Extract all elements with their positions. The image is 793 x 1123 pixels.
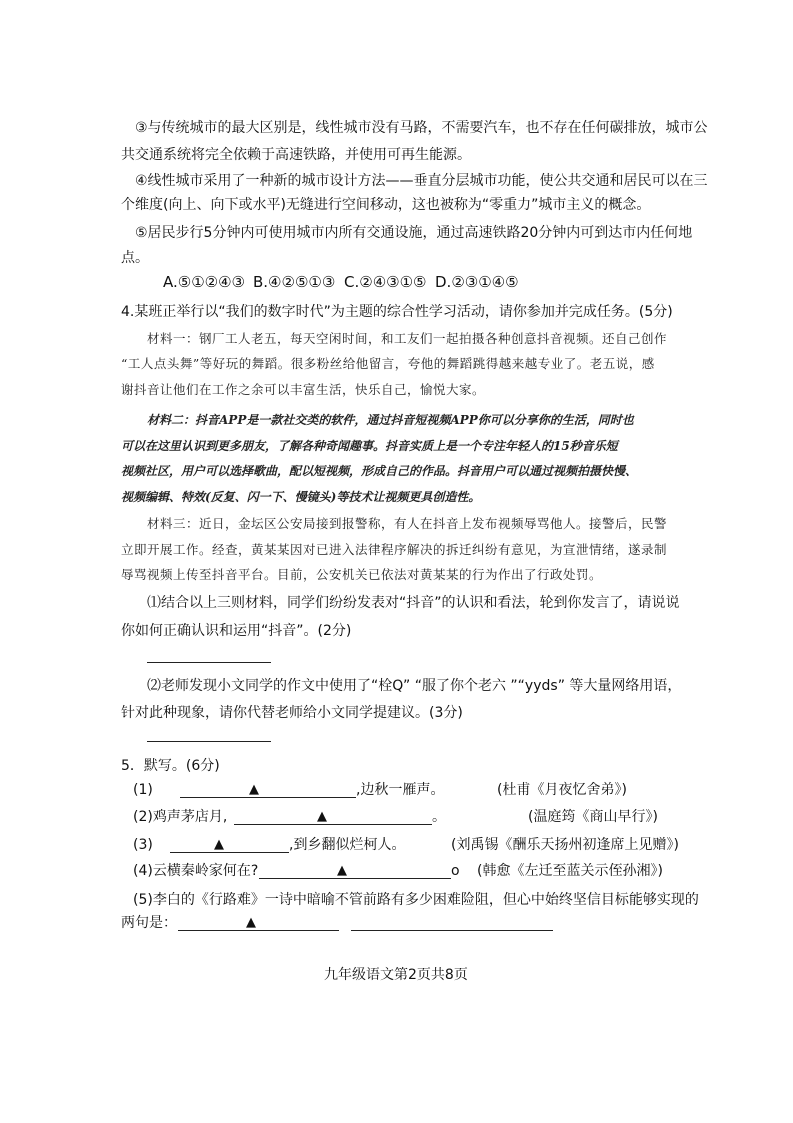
item-5-line-1: (5)李白的《行路难》一诗中暗喻不管前路有多少困难险阻，但心中始终坚信目标能够实现的 <box>133 892 699 908</box>
blank-2[interactable] <box>234 824 432 825</box>
triangle-marker-1: ▲ <box>249 782 259 797</box>
blank-4[interactable] <box>259 878 451 879</box>
item-3-source: (刘禹锡《酬乐天扬州初逢席上见赠》) <box>451 837 679 853</box>
paragraph-4-line-2: 个维度(向上、向下或水平)无缝进行空间移动，这也被称为“零重力”城市主义的概念。 <box>121 197 651 213</box>
paragraph-3-line-1: ③与传统城市的最大区别是，线性城市没有马路，不需要汽车，也不存在任何碳排放，城市公 <box>135 120 708 136</box>
material-1-line-1: 材料一：钢厂工人老五，每天空闲时间，和工友们一起拍摄各种创意抖音视频。还自己创作 <box>147 331 668 346</box>
item-2-text-after: 。 <box>432 809 446 825</box>
item-2-text-before: (2)鸡声茅店月, <box>133 809 228 825</box>
option-b: B.④②⑤①③ <box>253 273 336 291</box>
option-a: A.⑤①②④③ <box>163 273 246 291</box>
triangle-marker-2: ▲ <box>317 809 327 824</box>
paragraph-4-line-1: ④线性城市采用了一种新的城市设计方法——垂直分层城市功能，使公共交通和居民可以在三 <box>135 173 708 189</box>
page-footer: 九年级语文第2页共8页 <box>324 967 468 983</box>
answer-line-2[interactable] <box>147 741 271 742</box>
q5-stem: 5．默写。(6分) <box>121 758 220 774</box>
triangle-marker-4: ▲ <box>337 863 347 878</box>
option-c: C.②④③①⑤ <box>344 273 427 291</box>
item-4-source: (韩愈《左迁至蓝关示侄孙湘》) <box>477 863 663 879</box>
subquestion-1-line-2: 你如何正确认识和运用“抖音”。(2分) <box>121 623 352 639</box>
item-4-text-after: o <box>451 863 460 879</box>
blank-1[interactable] <box>180 797 356 798</box>
item-1-number: (1) <box>133 782 153 798</box>
material-3-line-3: 辱骂视频上传至抖音平台。目前，公安机关已依法对黄某某的行为作出了行政处罚。 <box>121 567 603 582</box>
item-1-text: ,边秋一雁声。 <box>356 782 445 798</box>
item-2-source: (温庭筠《商山早行》) <box>528 809 658 825</box>
item-4-text-before: (4)云横秦岭家何在? <box>133 863 259 879</box>
blank-5a[interactable] <box>178 930 339 931</box>
subquestion-2-line-2: 针对此种现象，请你代替老师给小文同学提建议。(3分) <box>121 705 463 721</box>
material-3-line-2: 立即开展工作。经查，黄某某因对已进入法律程序解决的拆迁纠纷有意见，为宣泄情绪，遂录制 <box>121 542 668 557</box>
subquestion-1-line-1: ⑴结合以上三则材料，同学们纷纷发表对“抖音”的认识和看法，轮到你发言了，请说说 <box>147 595 680 611</box>
answer-line-1[interactable] <box>147 662 271 663</box>
item-1-source: (杜甫《月夜忆舍弟》) <box>497 782 627 798</box>
item-5-line-2: 两句是： <box>121 915 177 931</box>
material-1-line-3: 谢抖音让他们在工作之余可以丰富生活，快乐自己，愉悦大家。 <box>121 382 486 397</box>
material-2-line-4: 视频编辑、特效(反复、闪一下、慢镜头)等技术让视频更具创造性。 <box>121 490 481 504</box>
item-3-number: (3) <box>133 837 153 853</box>
material-1-line-2: “工人点头舞”等好玩的舞蹈。很多粉丝给他留言，夸他的舞蹈跳得越来越专业了。老五说，感 <box>121 356 655 371</box>
triangle-marker-5: ▲ <box>246 915 256 930</box>
blank-3[interactable] <box>170 852 289 853</box>
paragraph-5-line-2: 点。 <box>121 250 149 266</box>
material-2-line-3: 视频社区，用户可以选择歌曲，配以短视频，形成自己的作品。抖音用户可以通过视频拍摄快慢、 <box>121 464 638 478</box>
material-3-line-1: 材料三：近日，金坛区公安局接到报警称，有人在抖音上发布视频辱骂他人。接警后，民警 <box>147 516 668 531</box>
material-2-line-1: 材料二：抖音APP是一款社交类的软件，通过抖音短视频APP你可以分享你的生活，同时也 <box>147 413 634 427</box>
paragraph-5-line-1: ⑤居民步行5分钟内可使用城市内所有交通设施，通过高速铁路20分钟内可到达市内任何地 <box>135 225 693 241</box>
blank-5b[interactable] <box>351 930 553 931</box>
triangle-marker-3: ▲ <box>214 837 224 852</box>
q4-stem: 4.某班正举行以“我们的数字时代”为主题的综合性学习活动，请你参加并完成任务。(5分) <box>121 304 673 320</box>
item-3-text: ,到乡翻似烂柯人。 <box>289 837 406 853</box>
material-2-line-2: 可以在这里认识到更多朋友，了解各种奇闻趣事。抖音实质上是一个专注年轻人的15秒音乐短 <box>121 439 618 453</box>
paragraph-3-line-2: 共交通系统将完全依赖于高速铁路，并使用可再生能源。 <box>121 147 471 163</box>
option-d: D.②③①④⑤ <box>435 273 519 291</box>
subquestion-2-line-1: ⑵老师发现小文同学的作文中使用了“栓Q” “服了你个老六 ”“yyds” 等大量网络用语， <box>147 678 682 694</box>
